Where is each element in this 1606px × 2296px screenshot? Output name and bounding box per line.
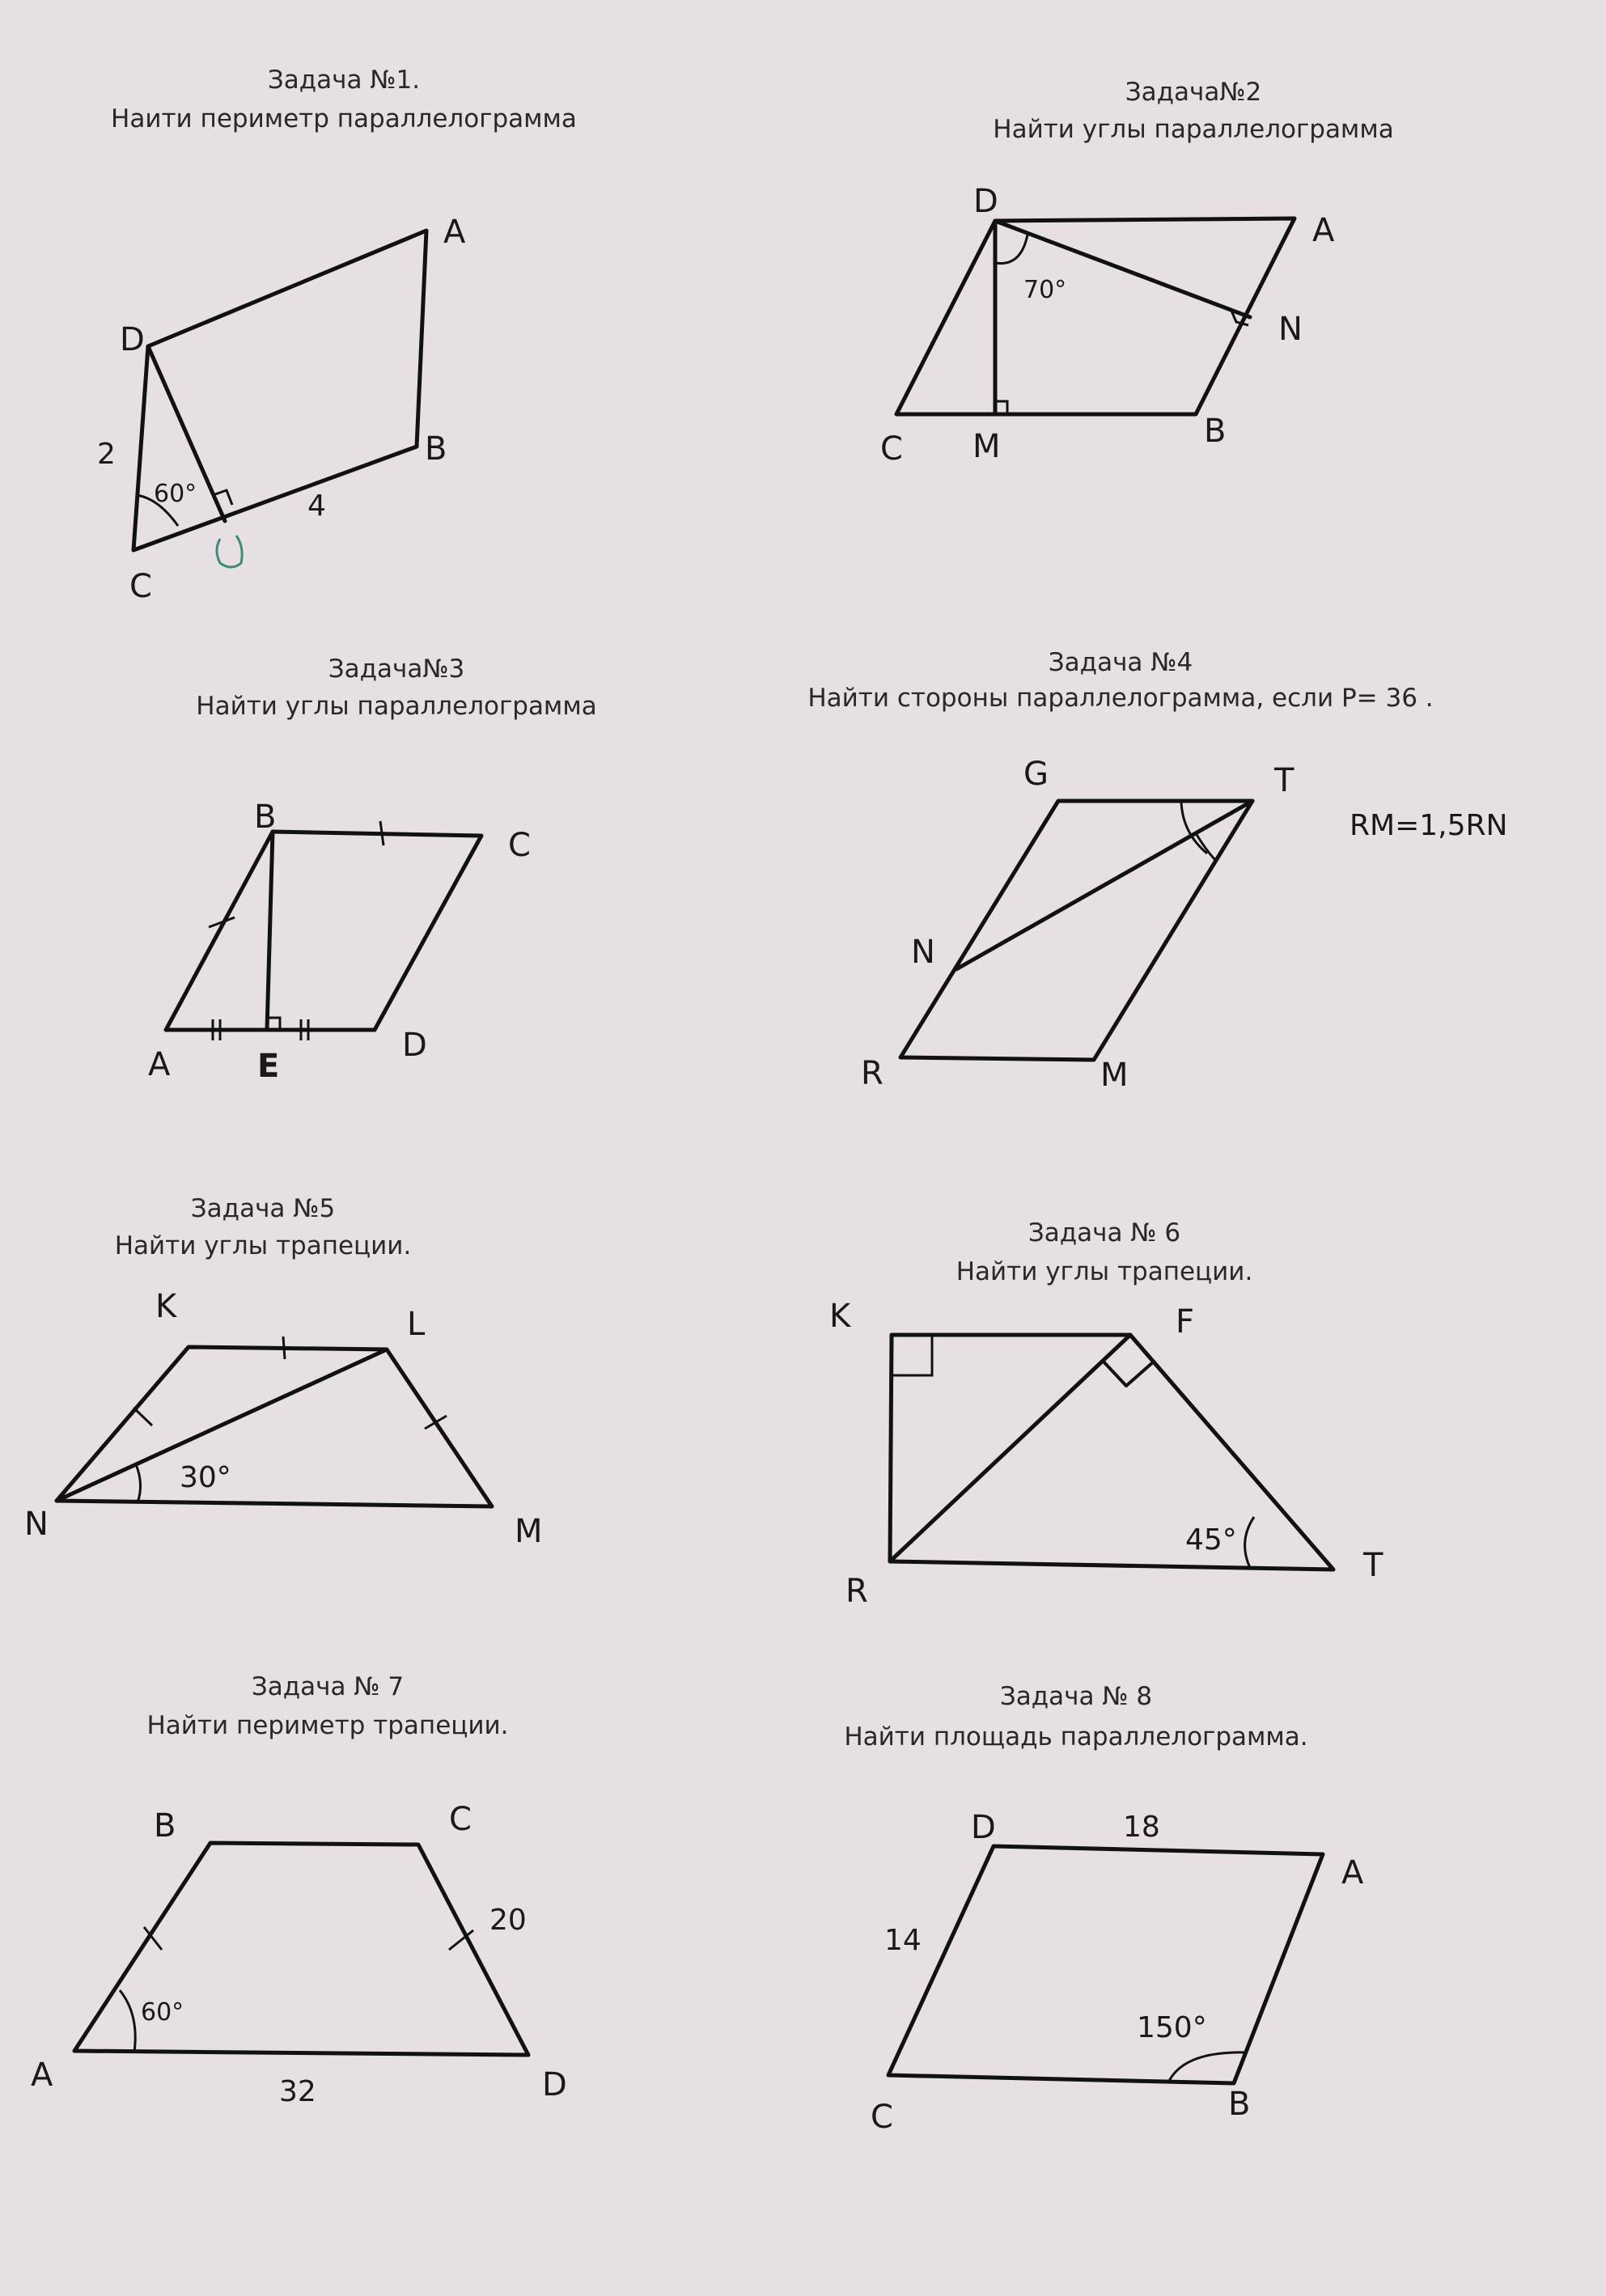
- fig6-diagonal-RF: [890, 1335, 1130, 1561]
- fig2-label-A: A: [1312, 212, 1335, 249]
- fig5-label-K: K: [155, 1288, 177, 1325]
- fig7-label-A: A: [31, 2057, 53, 2094]
- fig7-label-C: C: [449, 1801, 472, 1838]
- fig1-side-cb: 4: [307, 489, 326, 523]
- fig8-side-da: 18: [1123, 1811, 1160, 1844]
- fig3-height-BE: [267, 832, 273, 1030]
- task-2-question: Найти углы параллелограмма: [993, 115, 1394, 144]
- fig1-handwritten-mark: [217, 536, 242, 567]
- fig6-angle-value: 45°: [1185, 1523, 1237, 1557]
- fig6-label-R: R: [845, 1573, 868, 1610]
- fig6-label-K: K: [829, 1298, 851, 1335]
- fig3-parallelogram: [166, 832, 481, 1030]
- task-5-question: Найти углы трапеции.: [114, 1231, 412, 1260]
- fig1-label-A: A: [443, 214, 466, 251]
- task-2-number: Задача№2: [1125, 78, 1262, 107]
- fig8-side-cd: 14: [884, 1924, 922, 1957]
- task-7-number: Задача № 7: [251, 1672, 405, 1701]
- fig7-side-cd: 20: [489, 1904, 527, 1937]
- fig6-label-T: T: [1363, 1547, 1384, 1584]
- fig8-label-A: A: [1341, 1854, 1364, 1891]
- task-4-question: Найти стороны параллелограмма, если Р= 36 .: [807, 684, 1434, 713]
- figure-8: [871, 1809, 1364, 2136]
- fig6-label-F: F: [1176, 1303, 1195, 1341]
- figure-7: [31, 1801, 567, 2108]
- fig1-label-C: C: [129, 568, 152, 605]
- fig4-label-R: R: [861, 1055, 884, 1092]
- fig5-tick-NK: [133, 1408, 152, 1425]
- fig2-angle-arc: [995, 235, 1028, 264]
- figure-3: [148, 799, 531, 1085]
- figure-4: [861, 756, 1507, 1094]
- fig8-label-C: C: [871, 2099, 893, 2136]
- fig7-label-D: D: [542, 2066, 567, 2103]
- task-6-question: Найти углы трапеции.: [956, 1257, 1253, 1286]
- figure-2: [880, 183, 1335, 468]
- fig4-label-G: G: [1023, 756, 1049, 793]
- fig5-label-L: L: [407, 1306, 426, 1343]
- fig4-label-N: N: [911, 934, 935, 971]
- fig7-angle-arc: [120, 1990, 135, 2052]
- figure-5: [24, 1288, 543, 1550]
- task-1-question: Наити периметр параллелограмма: [111, 104, 577, 133]
- fig5-tick-LM: [425, 1416, 447, 1429]
- fig5-label-N: N: [24, 1506, 49, 1543]
- task-8-question: Найти площадь параллелограмма.: [844, 1722, 1308, 1752]
- fig2-label-N: N: [1278, 311, 1303, 348]
- fig5-angle-arc: [136, 1464, 141, 1502]
- fig2-label-D: D: [973, 183, 998, 220]
- fig1-label-B: B: [425, 430, 447, 468]
- fig4-label-M: M: [1100, 1057, 1129, 1094]
- fig1-side-dc: 2: [97, 438, 116, 471]
- figure-6: [829, 1298, 1384, 1610]
- fig2-label-B: B: [1204, 413, 1227, 450]
- fig1-label-D: D: [120, 321, 145, 358]
- fig2-angle-value: 70°: [1023, 276, 1067, 304]
- fig5-label-M: M: [515, 1513, 543, 1550]
- figure-1: [97, 214, 466, 605]
- fig3-label-A: A: [148, 1046, 171, 1083]
- task-3-number: Задача№3: [328, 654, 465, 684]
- task-3-question: Найти углы параллелограмма: [196, 692, 597, 721]
- fig8-angle-value: 150°: [1137, 2011, 1207, 2044]
- fig4-label-T: T: [1274, 762, 1295, 799]
- fig5-angle-value: 30°: [180, 1461, 231, 1494]
- task-6-number: Задача № 6: [1028, 1218, 1181, 1248]
- fig6-angle-arc: [1245, 1517, 1254, 1568]
- fig4-condition: RM=1,5RN: [1350, 809, 1508, 842]
- task-4-number: Задача №4: [1048, 648, 1193, 677]
- fig2-label-C: C: [880, 430, 903, 468]
- task-7-question: Найти периметр трапеции.: [146, 1711, 509, 1740]
- fig3-label-B: B: [254, 799, 277, 836]
- fig7-angle-value: 60°: [141, 1998, 184, 2027]
- fig6-right-angle-F: [1103, 1361, 1154, 1386]
- fig3-label-E: E: [257, 1048, 280, 1085]
- fig5-tick-KL: [283, 1337, 285, 1359]
- fig7-label-B: B: [154, 1807, 176, 1845]
- task-8-number: Задача № 8: [999, 1682, 1153, 1711]
- task-5-number: Задача №5: [190, 1194, 336, 1223]
- fig7-side-ad: 32: [279, 2075, 316, 2108]
- fig4-bisector-TN: [956, 801, 1252, 969]
- fig8-label-B: B: [1228, 2086, 1251, 2123]
- fig8-parallelogram: [888, 1846, 1323, 2083]
- task-1-number: Задача №1.: [267, 66, 421, 95]
- fig3-tick-BC: [380, 821, 383, 845]
- fig3-label-D: D: [402, 1027, 427, 1064]
- fig8-label-D: D: [971, 1809, 996, 1846]
- fig2-label-M: M: [972, 428, 1001, 465]
- fig6-right-angle-K: [892, 1335, 932, 1375]
- fig1-angle-value: 60°: [154, 480, 197, 508]
- fig3-label-C: C: [508, 827, 531, 864]
